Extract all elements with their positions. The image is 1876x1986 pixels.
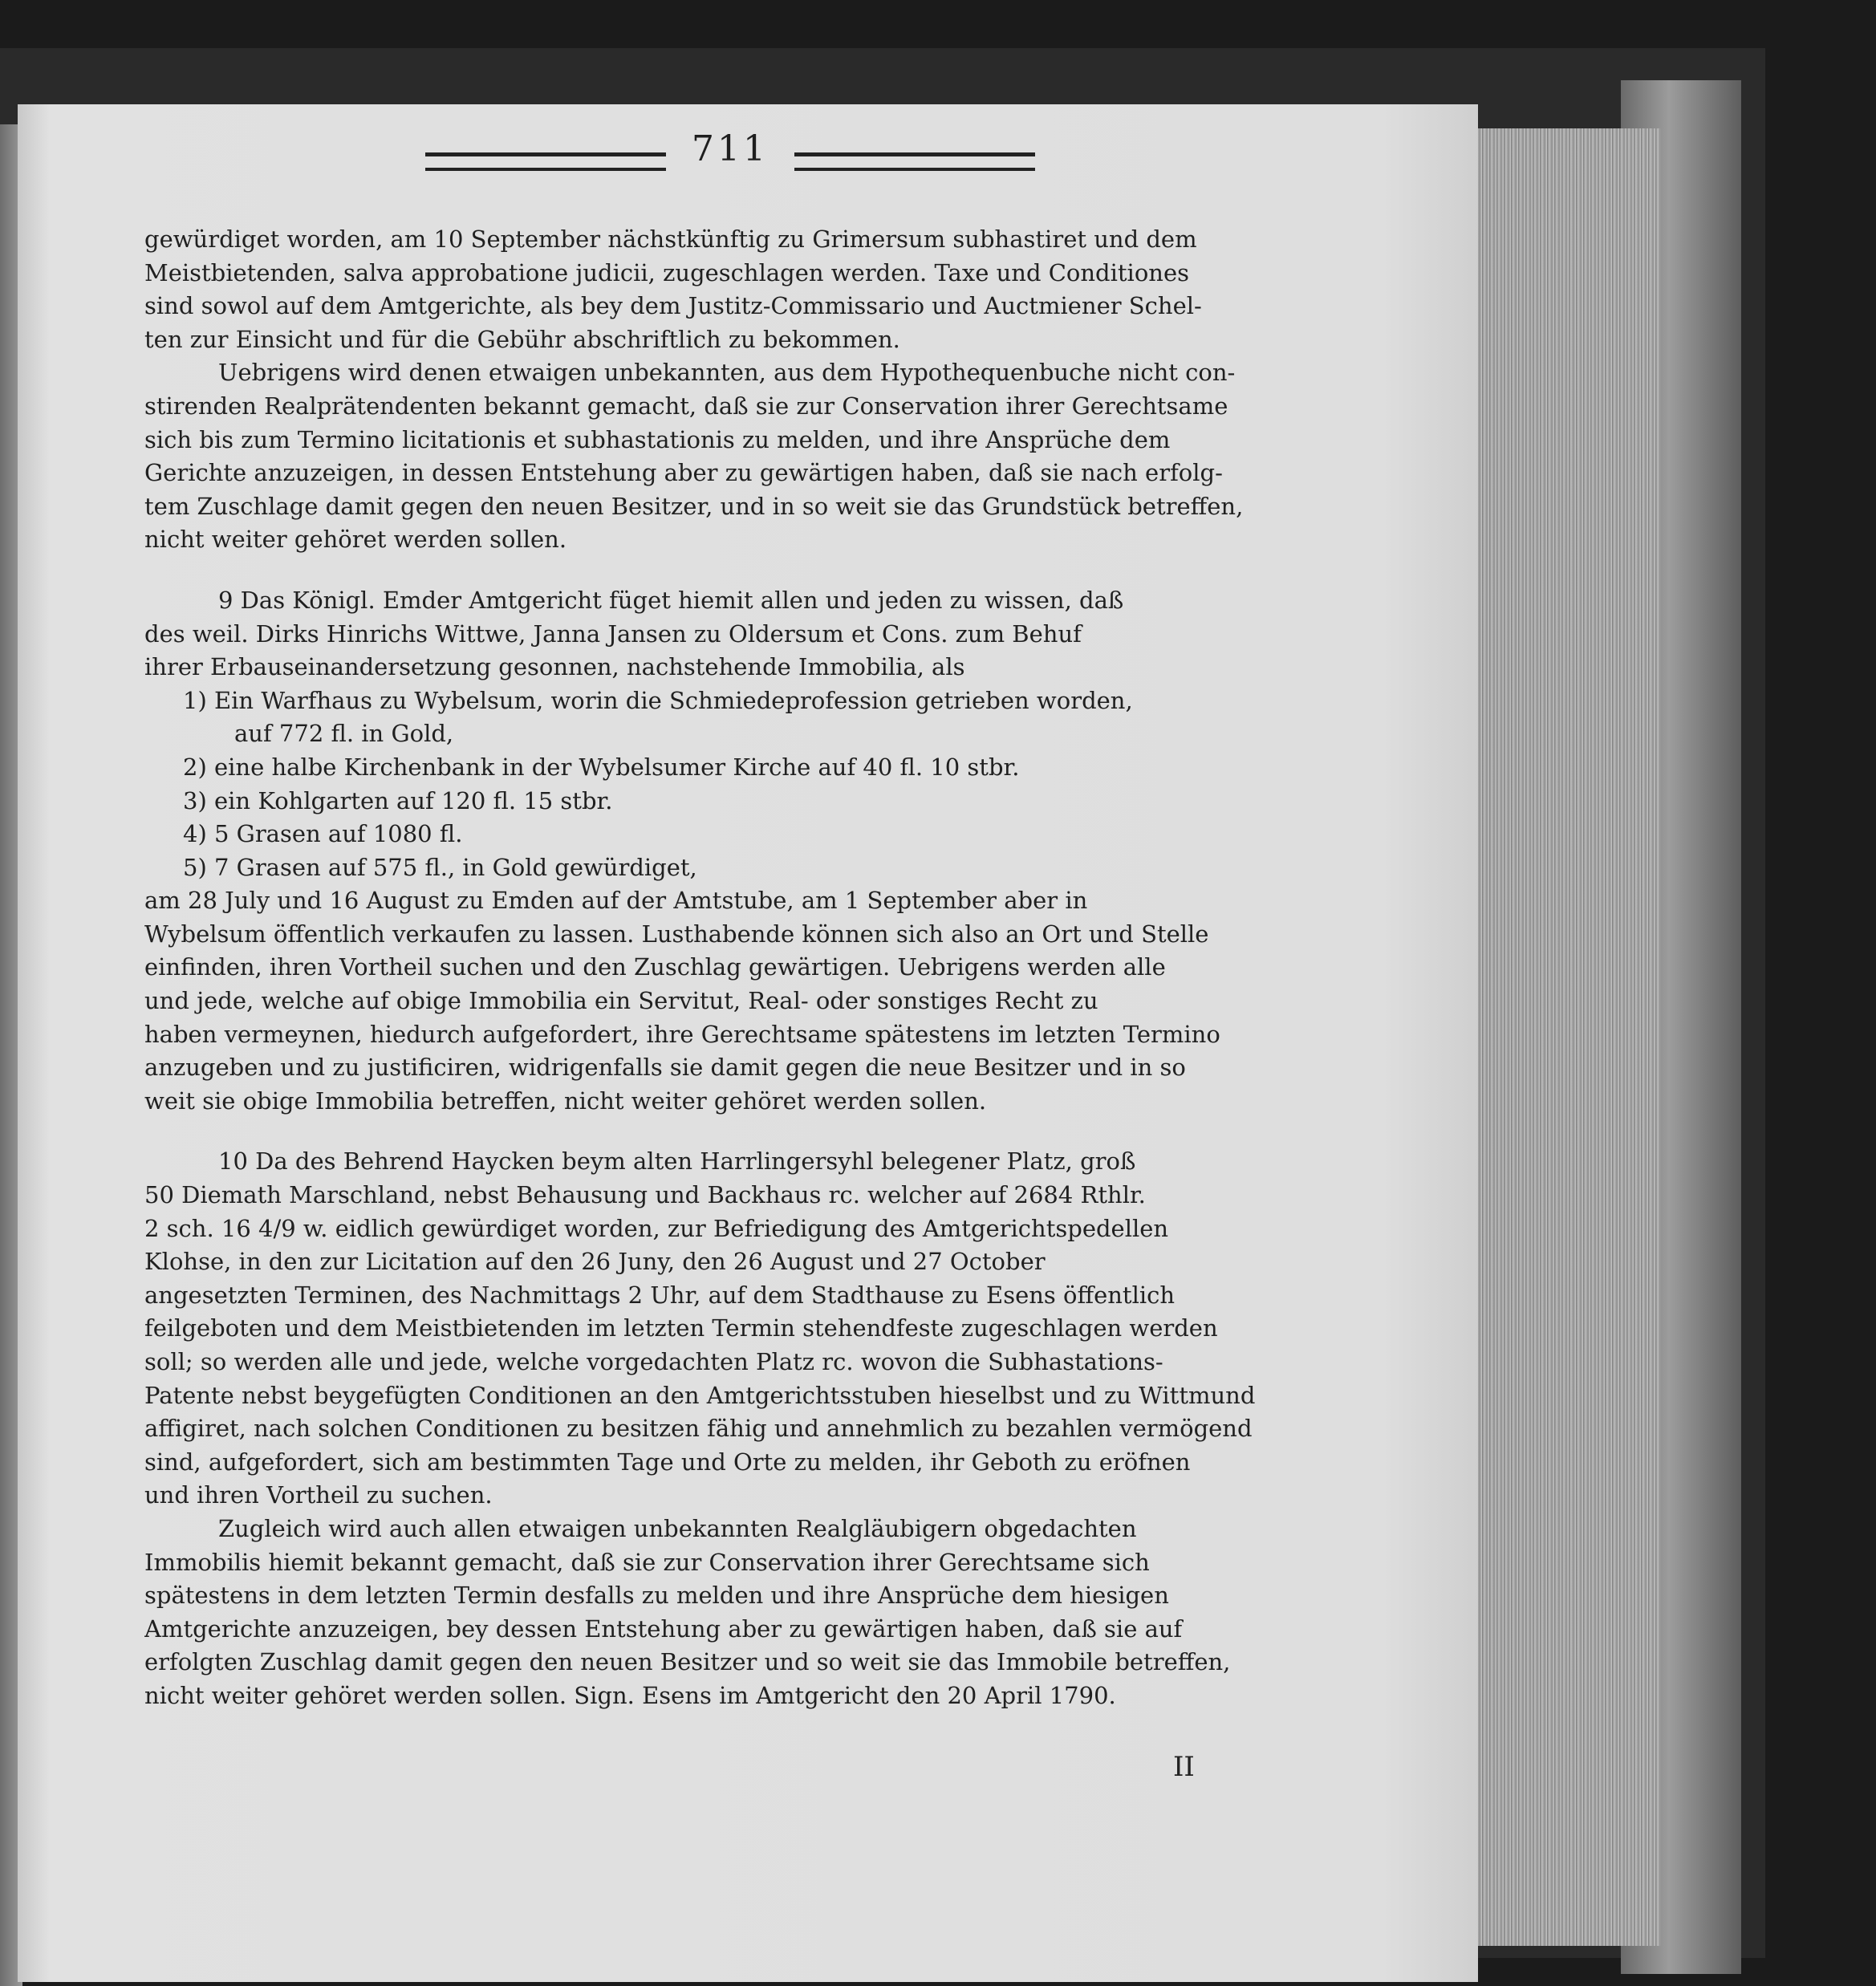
header-rule-right — [794, 152, 1035, 171]
text-line: Immobilis hiemit bekannt gemacht, daß sie zur Conservation ihrer Gerechtsame sich — [144, 1548, 1150, 1576]
text-line: Wybelsum öffentlich verkaufen zu lassen. Lusthabende können sich also an Ort und Stelle — [144, 920, 1209, 948]
list-item: 5) 7 Grasen auf 575 fl., in Gold gewürdiget, — [183, 853, 697, 881]
text-line: Zugleich wird auch allen etwaigen unbekannten Realgläubigern obgedachten — [218, 1514, 1137, 1542]
text-line: Gerichte anzuzeigen, in dessen Entstehung aber zu gewärtigen haben, daß sie nach erfolg- — [144, 459, 1223, 487]
text-line: erfolgten Zuschlag damit gegen den neuen Besitzer und so weit sie das Immobile betreffen, — [144, 1648, 1231, 1676]
paragraph-gap — [144, 1118, 1276, 1145]
catchword: II — [1173, 1751, 1195, 1783]
text-line: sich bis zum Termino licitationis et subhastationis zu melden, und ihre Ansprüche dem — [144, 425, 1171, 453]
text-line: stirenden Realprätendenten bekannt gemacht, daß sie zur Conservation ihrer Gerechtsame — [144, 392, 1228, 420]
text-line: Patente nebst beygefügten Conditionen an den Amtgerichtsstuben hieselbst und zu Wittmund — [144, 1381, 1256, 1409]
text-line: Meistbietenden, salva approbatione judicii, zugeschlagen werden. Taxe und Conditiones — [144, 258, 1189, 286]
text-line: haben vermeynen, hiedurch aufgefordert, ihre Gerechtsame spätestens im letzten Termino — [144, 1020, 1220, 1048]
text-line: und jede, welche auf obige Immobilia ein Servitut, Real- oder sonstiges Recht zu — [144, 987, 1098, 1015]
text-line: 9 Das Königl. Emder Amtgericht füget hiemit allen und jeden zu wissen, daß — [218, 586, 1124, 614]
header-rule-left — [425, 152, 666, 171]
list-item: 1) Ein Warfhaus zu Wybelsum, worin die Schmiedeprofession getrieben worden, — [183, 686, 1133, 714]
text-line: ihrer Erbauseinandersetzung gesonnen, nachstehende Immobilia, als — [144, 653, 965, 681]
text-line: nicht weiter gehöret werden sollen. — [144, 526, 567, 554]
page-number: 711 — [692, 128, 769, 169]
text-line: und ihren Vortheil zu suchen. — [144, 1481, 493, 1509]
text-line: des weil. Dirks Hinrichs Wittwe, Janna Jansen zu Oldersum et Cons. zum Behuf — [144, 619, 1082, 648]
text-line: ten zur Einsicht und für die Gebühr abschriftlich zu bekommen. — [144, 325, 900, 353]
text-line: nicht weiter gehöret werden sollen. Sign. Esens im Amtgericht den 20 April 1790. — [144, 1681, 1116, 1709]
paragraph-gap — [144, 557, 1276, 584]
text-line: sind, aufgefordert, sich am bestimmten Tage und Orte zu melden, ihr Geboth zu eröfnen — [144, 1448, 1191, 1476]
text-line: anzugeben und zu justificiren, widrigenfalls sie damit gegen die neue Besitzer und in so — [144, 1054, 1186, 1082]
text-line: Uebrigens wird denen etwaigen unbekannten, aus dem Hypothequenbuche nicht con- — [218, 359, 1236, 387]
text-line: angesetzten Terminen, des Nachmittags 2 Uhr, auf dem Stadthause zu Esens öffentlich — [144, 1281, 1176, 1309]
text-line: 2 sch. 16 4/9 w. eidlich gewürdiget worden, zur Befriedigung des Amtgerichtspedellen — [144, 1214, 1169, 1242]
list-item-continuation: auf 772 fl. in Gold, — [234, 720, 454, 748]
page-body — [144, 223, 1276, 1713]
text-line: am 28 July und 16 August zu Emden auf der Amtstube, am 1 September aber in — [144, 887, 1088, 915]
list-item: 4) 5 Grasen auf 1080 fl. — [183, 820, 463, 848]
text-line: spätestens in dem letzten Termin desfalls zu melden und ihre Ansprüche dem hiesigen — [144, 1582, 1169, 1610]
text-line: gewürdiget worden, am 10 September nächstkünftig zu Grimersum subhastiret und dem — [144, 225, 1197, 253]
text-line: weit sie obige Immobilia betreffen, nicht weiter gehöret werden sollen. — [144, 1086, 987, 1115]
text-line: Amtgerichte anzuzeigen, bey dessen Entstehung aber zu gewärtigen haben, daß sie auf — [144, 1614, 1183, 1643]
text-line: sind sowol auf dem Amtgerichte, als bey dem Justitz-Commissario und Auctmiener Schel- — [144, 292, 1202, 320]
list-item: 2) eine halbe Kirchenbank in der Wybelsumer Kirche auf 40 fl. 10 stbr. — [183, 753, 1020, 781]
text-line: 50 Diemath Marschland, nebst Behausung und Backhaus rc. welcher auf 2684 Rthlr. — [144, 1181, 1146, 1209]
text-line: 10 Da des Behrend Haycken beym alten Harrlingersyhl belegener Platz, groß — [218, 1147, 1136, 1176]
page-header — [425, 128, 1027, 177]
text-line: affigiret, nach solchen Conditionen zu besitzen fähig und annehmlich zu bezahlen vermögend — [144, 1415, 1253, 1443]
text-line: tem Zuschlage damit gegen den neuen Besitzer, und in so weit sie das Grundstück betreffen, — [144, 492, 1244, 520]
list-item: 3) ein Kohlgarten auf 120 fl. 15 stbr. — [183, 786, 613, 814]
page-fore-edge — [1460, 128, 1661, 1946]
text-line: einfinden, ihren Vortheil suchen und den Zuschlag gewärtigen. Uebrigens werden alle — [144, 953, 1166, 981]
text-line: Klohse, in den zur Licitation auf den 26 Juny, den 26 August und 27 October — [144, 1248, 1046, 1276]
text-line: soll; so werden alle und jede, welche vorgedachten Platz rc. wovon die Subhastations- — [144, 1348, 1163, 1375]
text-line: feilgeboten und dem Meistbietenden im letzten Termin stehendfeste zugeschlagen werden — [144, 1314, 1218, 1342]
